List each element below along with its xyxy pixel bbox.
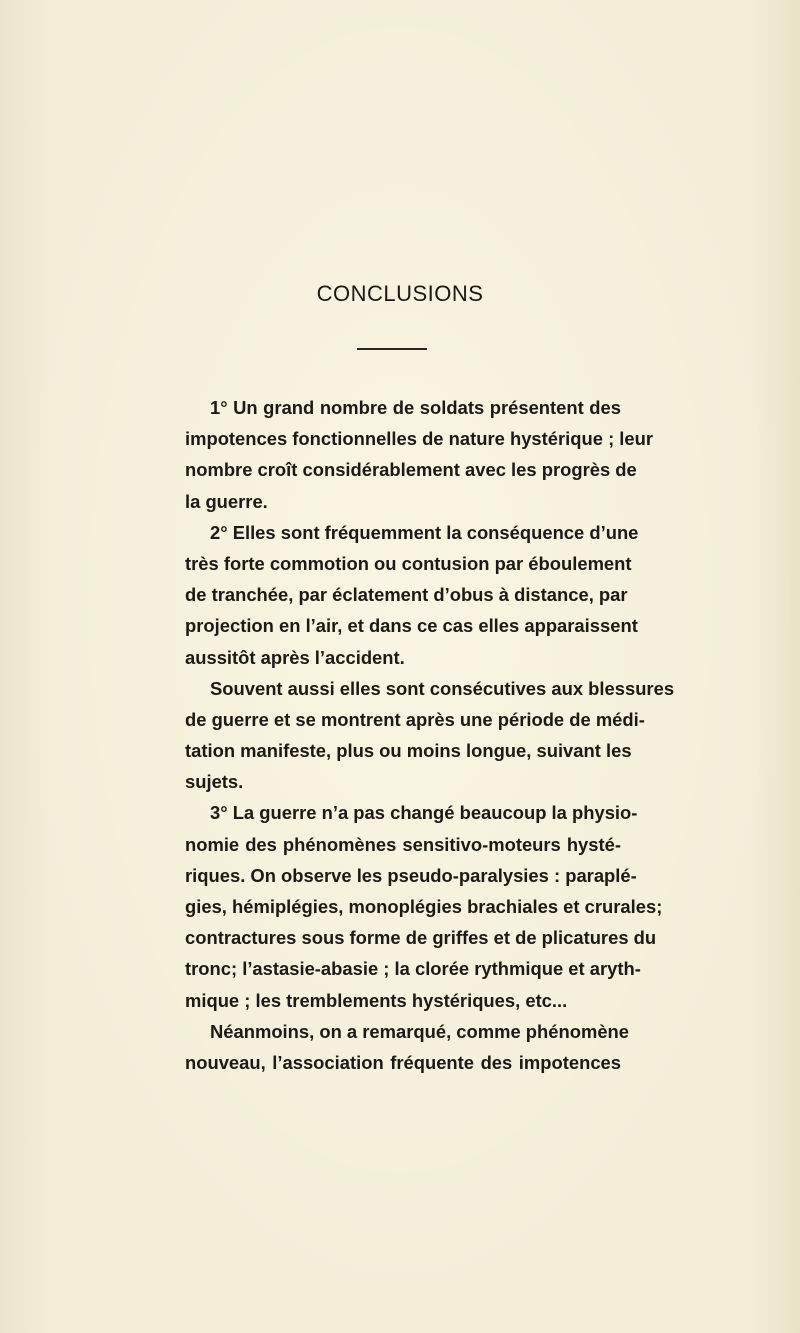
text-line: nouveau, l’association fréquente des impotences: [185, 1051, 621, 1073]
text-line: Souvent aussi elles sont consécutives aux blessures: [210, 677, 675, 699]
text-line: impotences fonctionnelles de nature hystérique ; leur: [185, 428, 654, 450]
text-line: la guerre.: [185, 490, 268, 512]
text-line: 2° Elles sont fréquemment la conséquence d’une: [210, 521, 639, 543]
text-line: très forte commotion ou contusion par éboulement: [185, 552, 632, 574]
text-line: projection en l’air, et dans ce cas elles apparaissent: [185, 615, 638, 637]
text-line: de tranchée, par éclatement d’obus à distance, par: [185, 584, 628, 606]
text-line: sujets.: [185, 771, 244, 793]
text-line: 1° Un grand nombre de soldats présentent des: [210, 397, 621, 418]
text-line: Néanmoins, on a remarqué, comme phénomène: [210, 1020, 630, 1042]
text-line: nombre croît considérablement avec les progrès de: [185, 459, 637, 481]
text-line: riques. On observe les pseudo-paralysies : paraplé-: [185, 864, 637, 886]
text-line: tation manifeste, plus ou moins longue, suivant les: [185, 740, 632, 762]
text-line: contractures sous forme de griffes et de plicatures du: [185, 927, 657, 949]
page-title: CONCLUSIONS: [316, 281, 484, 306]
body-text: [185, 392, 675, 1078]
text-line: de guerre et se montrent après une période de médi-: [185, 708, 645, 730]
text-line: tronc; l’astasie-abasie ; la clorée rythmique et aryth-: [185, 958, 641, 980]
text-line: gies, hémiplégies, monoplégies brachiales et crurales;: [185, 896, 663, 917]
text-line: 3° La guerre n’a pas changé beaucoup la physio-: [210, 802, 638, 824]
text-line: nomie des phénomènes sensitivo-moteurs hysté-: [185, 833, 621, 855]
text-line: aussitôt après l’accident.: [185, 646, 405, 668]
title-rule: [357, 348, 427, 350]
text-line: mique ; les tremblements hystériques, etc...: [185, 989, 568, 1011]
